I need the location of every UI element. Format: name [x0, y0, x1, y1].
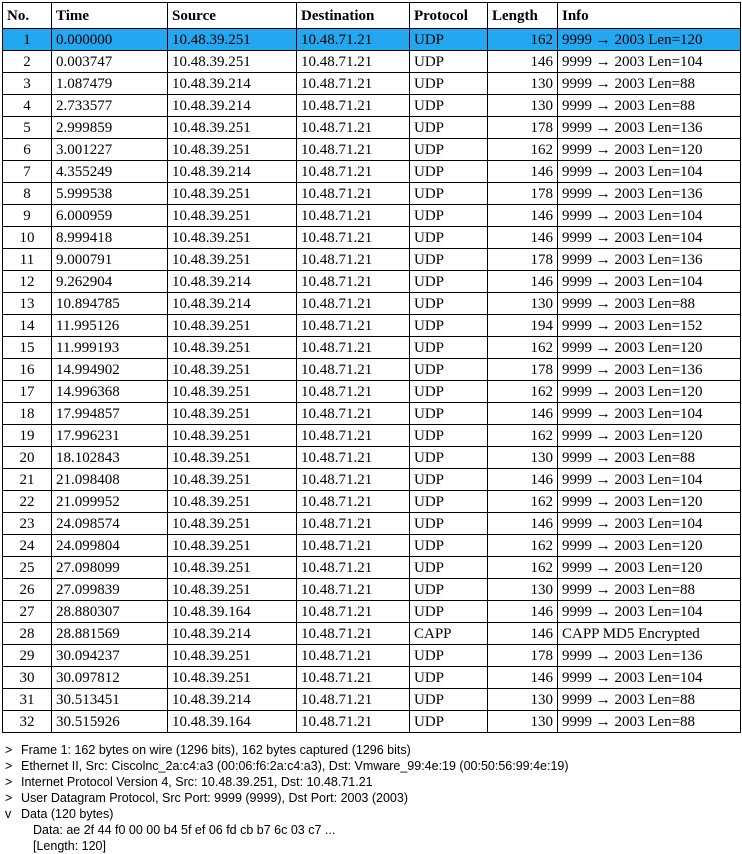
packet-row[interactable] — [3, 315, 741, 337]
detail-field-line[interactable] — [2, 838, 740, 854]
time-cell: 0.003747 — [52, 51, 168, 73]
source-cell: 10.48.39.251 — [168, 447, 297, 469]
source-cell: 10.48.39.214 — [168, 623, 297, 645]
packet-row[interactable] — [3, 447, 741, 469]
length-cell: 162 — [488, 29, 558, 51]
packet-number-cell: 31 — [3, 689, 52, 711]
collapsed-chevron-icon[interactable]: > — [5, 775, 13, 789]
protocol-cell: UDP — [410, 205, 488, 227]
packet-number-cell: 5 — [3, 117, 52, 139]
packet-number-cell: 23 — [3, 513, 52, 535]
packet-row[interactable] — [3, 425, 741, 447]
packet-row[interactable] — [3, 205, 741, 227]
time-cell: 6.000959 — [52, 205, 168, 227]
info-cell: 9999 → 2003 Len=104 — [558, 601, 741, 623]
time-cell: 17.994857 — [52, 403, 168, 425]
protocol-cell: UDP — [410, 73, 488, 95]
time-cell: 0.000000 — [52, 29, 168, 51]
packet-row[interactable] — [3, 535, 741, 557]
column-header-no[interactable]: No. — [3, 3, 52, 29]
packet-number-cell: 8 — [3, 183, 52, 205]
length-cell: 178 — [488, 359, 558, 381]
packet-number-cell: 15 — [3, 337, 52, 359]
source-cell: 10.48.39.251 — [168, 117, 297, 139]
packet-number-cell: 11 — [3, 249, 52, 271]
destination-cell: 10.48.71.21 — [297, 51, 410, 73]
length-cell: 130 — [488, 293, 558, 315]
source-cell: 10.48.39.251 — [168, 535, 297, 557]
destination-cell: 10.48.71.21 — [297, 359, 410, 381]
protocol-cell: UDP — [410, 469, 488, 491]
protocol-cell: UDP — [410, 557, 488, 579]
source-cell: 10.48.39.251 — [168, 491, 297, 513]
packet-number-cell: 21 — [3, 469, 52, 491]
packet-list-header — [3, 3, 741, 29]
info-cell: 9999 → 2003 Len=120 — [558, 491, 741, 513]
time-cell: 14.994902 — [52, 359, 168, 381]
detail-tree-item[interactable] — [2, 806, 740, 822]
source-cell: 10.48.39.214 — [168, 271, 297, 293]
length-cell: 130 — [488, 711, 558, 733]
detail-text: Data (120 bytes) — [21, 807, 114, 821]
packet-row[interactable] — [3, 601, 741, 623]
packet-row[interactable] — [3, 623, 741, 645]
time-cell: 2.733577 — [52, 95, 168, 117]
packet-row[interactable] — [3, 645, 741, 667]
source-cell: 10.48.39.251 — [168, 205, 297, 227]
column-header-length[interactable]: Length — [488, 3, 558, 29]
length-cell: 130 — [488, 579, 558, 601]
info-cell: 9999 → 2003 Len=88 — [558, 293, 741, 315]
destination-cell: 10.48.71.21 — [297, 337, 410, 359]
time-cell: 4.355249 — [52, 161, 168, 183]
packet-number-cell: 3 — [3, 73, 52, 95]
destination-cell: 10.48.71.21 — [297, 403, 410, 425]
info-cell: 9999 → 2003 Len=120 — [558, 535, 741, 557]
length-cell: 178 — [488, 645, 558, 667]
destination-cell: 10.48.71.21 — [297, 139, 410, 161]
info-cell: 9999 → 2003 Len=120 — [558, 425, 741, 447]
source-cell: 10.48.39.214 — [168, 95, 297, 117]
protocol-cell: UDP — [410, 161, 488, 183]
time-cell: 28.881569 — [52, 623, 168, 645]
packet-number-cell: 2 — [3, 51, 52, 73]
destination-cell: 10.48.71.21 — [297, 271, 410, 293]
protocol-cell: UDP — [410, 249, 488, 271]
protocol-cell: UDP — [410, 645, 488, 667]
length-cell: 178 — [488, 183, 558, 205]
detail-tree-item[interactable] — [2, 790, 740, 806]
info-cell: 9999 → 2003 Len=88 — [558, 711, 741, 733]
packet-number-cell: 14 — [3, 315, 52, 337]
source-cell: 10.48.39.251 — [168, 337, 297, 359]
length-cell: 178 — [488, 117, 558, 139]
collapsed-chevron-icon[interactable]: > — [5, 791, 13, 805]
packet-number-cell: 18 — [3, 403, 52, 425]
info-cell: 9999 → 2003 Len=136 — [558, 645, 741, 667]
destination-cell: 10.48.71.21 — [297, 469, 410, 491]
info-cell: 9999 → 2003 Len=136 — [558, 117, 741, 139]
info-cell: 9999 → 2003 Len=104 — [558, 667, 741, 689]
protocol-cell: UDP — [410, 381, 488, 403]
column-header-protocol[interactable]: Protocol — [410, 3, 488, 29]
length-cell: 146 — [488, 623, 558, 645]
packet-row[interactable] — [3, 711, 741, 733]
column-header-destination[interactable]: Destination — [297, 3, 410, 29]
info-cell: 9999 → 2003 Len=120 — [558, 139, 741, 161]
protocol-cell: UDP — [410, 425, 488, 447]
packet-details-pane — [2, 742, 740, 854]
protocol-cell: UDP — [410, 139, 488, 161]
source-cell: 10.48.39.214 — [168, 73, 297, 95]
time-cell: 1.087479 — [52, 73, 168, 95]
column-header-source[interactable]: Source — [168, 3, 297, 29]
protocol-cell: UDP — [410, 29, 488, 51]
source-cell: 10.48.39.164 — [168, 711, 297, 733]
protocol-cell: UDP — [410, 667, 488, 689]
destination-cell: 10.48.71.21 — [297, 381, 410, 403]
time-cell: 17.996231 — [52, 425, 168, 447]
info-cell: 9999 → 2003 Len=120 — [558, 337, 741, 359]
detail-tree-item[interactable] — [2, 742, 740, 758]
protocol-cell: UDP — [410, 447, 488, 469]
source-cell: 10.48.39.251 — [168, 403, 297, 425]
source-cell: 10.48.39.251 — [168, 139, 297, 161]
destination-cell: 10.48.71.21 — [297, 425, 410, 447]
packet-list-table — [2, 2, 741, 733]
info-cell: 9999 → 2003 Len=104 — [558, 469, 741, 491]
protocol-cell: UDP — [410, 513, 488, 535]
info-cell: 9999 → 2003 Len=88 — [558, 95, 741, 117]
packet-number-cell: 30 — [3, 667, 52, 689]
packet-number-cell: 32 — [3, 711, 52, 733]
length-cell: 162 — [488, 535, 558, 557]
length-cell: 162 — [488, 381, 558, 403]
collapsed-chevron-icon[interactable]: > — [5, 743, 13, 757]
length-cell: 130 — [488, 447, 558, 469]
packet-row[interactable] — [3, 293, 741, 315]
info-cell: 9999 → 2003 Len=136 — [558, 249, 741, 271]
time-cell: 14.996368 — [52, 381, 168, 403]
time-cell: 11.999193 — [52, 337, 168, 359]
length-cell: 162 — [488, 557, 558, 579]
destination-cell: 10.48.71.21 — [297, 447, 410, 469]
source-cell: 10.48.39.251 — [168, 667, 297, 689]
detail-tree-item[interactable] — [2, 774, 740, 790]
protocol-cell: UDP — [410, 95, 488, 117]
packet-row[interactable] — [3, 249, 741, 271]
time-cell: 30.094237 — [52, 645, 168, 667]
info-cell: 9999 → 2003 Len=88 — [558, 447, 741, 469]
protocol-cell: UDP — [410, 711, 488, 733]
protocol-cell: UDP — [410, 315, 488, 337]
source-cell: 10.48.39.164 — [168, 601, 297, 623]
time-cell: 9.000791 — [52, 249, 168, 271]
length-cell: 146 — [488, 403, 558, 425]
column-header-time[interactable]: Time — [52, 3, 168, 29]
packet-row[interactable] — [3, 227, 741, 249]
column-header-info[interactable]: Info — [558, 3, 741, 29]
length-cell: 146 — [488, 205, 558, 227]
length-cell: 130 — [488, 73, 558, 95]
protocol-cell: UDP — [410, 117, 488, 139]
time-cell: 5.999538 — [52, 183, 168, 205]
packet-row[interactable] — [3, 95, 741, 117]
time-cell: 11.995126 — [52, 315, 168, 337]
packet-row[interactable] — [3, 689, 741, 711]
length-cell: 130 — [488, 95, 558, 117]
length-cell: 178 — [488, 249, 558, 271]
info-cell: 9999 → 2003 Len=88 — [558, 579, 741, 601]
time-cell: 27.099839 — [52, 579, 168, 601]
detail-text: Data: ae 2f 44 f0 00 00 b4 5f ef 06 fd cb b7 6c 03 c7 ... — [33, 823, 336, 837]
source-cell: 10.48.39.214 — [168, 161, 297, 183]
detail-field-line[interactable] — [2, 822, 740, 838]
destination-cell: 10.48.71.21 — [297, 73, 410, 95]
packet-row[interactable] — [3, 161, 741, 183]
protocol-cell: UDP — [410, 337, 488, 359]
protocol-cell: UDP — [410, 689, 488, 711]
packet-row[interactable] — [3, 51, 741, 73]
length-cell: 146 — [488, 667, 558, 689]
packet-list-body — [3, 29, 741, 733]
protocol-cell: CAPP — [410, 623, 488, 645]
packet-number-cell: 7 — [3, 161, 52, 183]
time-cell: 27.098099 — [52, 557, 168, 579]
protocol-cell: UDP — [410, 359, 488, 381]
info-cell: 9999 → 2003 Len=88 — [558, 689, 741, 711]
info-cell: 9999 → 2003 Len=104 — [558, 227, 741, 249]
packet-row[interactable] — [3, 73, 741, 95]
packet-number-cell: 26 — [3, 579, 52, 601]
source-cell: 10.48.39.251 — [168, 381, 297, 403]
length-cell: 162 — [488, 425, 558, 447]
packet-row[interactable] — [3, 513, 741, 535]
time-cell: 28.880307 — [52, 601, 168, 623]
packet-number-cell: 12 — [3, 271, 52, 293]
protocol-cell: UDP — [410, 293, 488, 315]
protocol-cell: UDP — [410, 271, 488, 293]
length-cell: 146 — [488, 469, 558, 491]
protocol-cell: UDP — [410, 601, 488, 623]
packet-number-cell: 9 — [3, 205, 52, 227]
info-cell: 9999 → 2003 Len=104 — [558, 271, 741, 293]
source-cell: 10.48.39.251 — [168, 579, 297, 601]
length-cell: 146 — [488, 271, 558, 293]
packet-row[interactable] — [3, 491, 741, 513]
destination-cell: 10.48.71.21 — [297, 95, 410, 117]
destination-cell: 10.48.71.21 — [297, 117, 410, 139]
protocol-cell: UDP — [410, 491, 488, 513]
destination-cell: 10.48.71.21 — [297, 711, 410, 733]
packet-number-cell: 17 — [3, 381, 52, 403]
protocol-cell: UDP — [410, 403, 488, 425]
info-cell: CAPP MD5 Encrypted — [558, 623, 741, 645]
source-cell: 10.48.39.251 — [168, 469, 297, 491]
info-cell: 9999 → 2003 Len=152 — [558, 315, 741, 337]
packet-row[interactable] — [3, 579, 741, 601]
packet-number-cell: 24 — [3, 535, 52, 557]
source-cell: 10.48.39.251 — [168, 29, 297, 51]
info-cell: 9999 → 2003 Len=104 — [558, 161, 741, 183]
packet-number-cell: 28 — [3, 623, 52, 645]
time-cell: 21.098408 — [52, 469, 168, 491]
packet-number-cell: 16 — [3, 359, 52, 381]
length-cell: 130 — [488, 689, 558, 711]
packet-row[interactable] — [3, 117, 741, 139]
source-cell: 10.48.39.251 — [168, 513, 297, 535]
source-cell: 10.48.39.251 — [168, 359, 297, 381]
packet-row[interactable] — [3, 183, 741, 205]
expanded-chevron-icon[interactable]: v — [5, 807, 12, 821]
packet-row[interactable] — [3, 359, 741, 381]
detail-tree-item[interactable] — [2, 758, 740, 774]
collapsed-chevron-icon[interactable]: > — [5, 759, 13, 773]
time-cell: 9.262904 — [52, 271, 168, 293]
protocol-cell: UDP — [410, 227, 488, 249]
length-cell: 162 — [488, 139, 558, 161]
destination-cell: 10.48.71.21 — [297, 249, 410, 271]
packet-number-cell: 29 — [3, 645, 52, 667]
time-cell: 21.099952 — [52, 491, 168, 513]
destination-cell: 10.48.71.21 — [297, 645, 410, 667]
packet-row[interactable] — [3, 557, 741, 579]
packet-number-cell: 10 — [3, 227, 52, 249]
destination-cell: 10.48.71.21 — [297, 227, 410, 249]
packet-number-cell: 19 — [3, 425, 52, 447]
packet-number-cell: 13 — [3, 293, 52, 315]
destination-cell: 10.48.71.21 — [297, 161, 410, 183]
destination-cell: 10.48.71.21 — [297, 623, 410, 645]
destination-cell: 10.48.71.21 — [297, 183, 410, 205]
protocol-cell: UDP — [410, 535, 488, 557]
destination-cell: 10.48.71.21 — [297, 513, 410, 535]
destination-cell: 10.48.71.21 — [297, 667, 410, 689]
info-cell: 9999 → 2003 Len=104 — [558, 403, 741, 425]
source-cell: 10.48.39.251 — [168, 183, 297, 205]
source-cell: 10.48.39.251 — [168, 425, 297, 447]
packet-number-cell: 1 — [3, 29, 52, 51]
length-cell: 146 — [488, 601, 558, 623]
packet-row[interactable] — [3, 403, 741, 425]
time-cell: 18.102843 — [52, 447, 168, 469]
source-cell: 10.48.39.251 — [168, 645, 297, 667]
source-cell: 10.48.39.214 — [168, 293, 297, 315]
packet-number-cell: 22 — [3, 491, 52, 513]
packet-row[interactable] — [3, 381, 741, 403]
protocol-cell: UDP — [410, 579, 488, 601]
protocol-cell: UDP — [410, 183, 488, 205]
packet-row[interactable] — [3, 337, 741, 359]
packet-number-cell: 20 — [3, 447, 52, 469]
time-cell: 30.097812 — [52, 667, 168, 689]
info-cell: 9999 → 2003 Len=120 — [558, 557, 741, 579]
length-cell: 146 — [488, 161, 558, 183]
destination-cell: 10.48.71.21 — [297, 491, 410, 513]
length-cell: 162 — [488, 491, 558, 513]
detail-text: User Datagram Protocol, Src Port: 9999 (9999), Dst Port: 2003 (2003) — [21, 791, 408, 805]
packet-number-cell: 4 — [3, 95, 52, 117]
destination-cell: 10.48.71.21 — [297, 557, 410, 579]
info-cell: 9999 → 2003 Len=136 — [558, 183, 741, 205]
time-cell: 2.999859 — [52, 117, 168, 139]
source-cell: 10.48.39.251 — [168, 315, 297, 337]
source-cell: 10.48.39.251 — [168, 227, 297, 249]
info-cell: 9999 → 2003 Len=104 — [558, 205, 741, 227]
length-cell: 146 — [488, 513, 558, 535]
packet-row-selected[interactable] — [3, 29, 741, 51]
packet-row[interactable] — [3, 271, 741, 293]
info-cell: 9999 → 2003 Len=120 — [558, 381, 741, 403]
detail-text: Frame 1: 162 bytes on wire (1296 bits), 162 bytes captured (1296 bits) — [21, 743, 411, 757]
info-cell: 9999 → 2003 Len=136 — [558, 359, 741, 381]
length-cell: 146 — [488, 227, 558, 249]
destination-cell: 10.48.71.21 — [297, 315, 410, 337]
packet-row[interactable] — [3, 667, 741, 689]
destination-cell: 10.48.71.21 — [297, 205, 410, 227]
source-cell: 10.48.39.214 — [168, 689, 297, 711]
time-cell: 10.894785 — [52, 293, 168, 315]
time-cell: 8.999418 — [52, 227, 168, 249]
time-cell: 30.513451 — [52, 689, 168, 711]
destination-cell: 10.48.71.21 — [297, 29, 410, 51]
detail-text: Internet Protocol Version 4, Src: 10.48.39.251, Dst: 10.48.71.21 — [21, 775, 373, 789]
destination-cell: 10.48.71.21 — [297, 689, 410, 711]
source-cell: 10.48.39.251 — [168, 557, 297, 579]
time-cell: 24.099804 — [52, 535, 168, 557]
source-cell: 10.48.39.251 — [168, 51, 297, 73]
destination-cell: 10.48.71.21 — [297, 293, 410, 315]
packet-row[interactable] — [3, 139, 741, 161]
length-cell: 194 — [488, 315, 558, 337]
packet-number-cell: 25 — [3, 557, 52, 579]
info-cell: 9999 → 2003 Len=104 — [558, 51, 741, 73]
info-cell: 9999 → 2003 Len=88 — [558, 73, 741, 95]
time-cell: 24.098574 — [52, 513, 168, 535]
packet-number-cell: 6 — [3, 139, 52, 161]
destination-cell: 10.48.71.21 — [297, 579, 410, 601]
source-cell: 10.48.39.251 — [168, 249, 297, 271]
length-cell: 162 — [488, 337, 558, 359]
time-cell: 3.001227 — [52, 139, 168, 161]
packet-number-cell: 27 — [3, 601, 52, 623]
destination-cell: 10.48.71.21 — [297, 535, 410, 557]
packet-capture-view — [2, 2, 740, 854]
protocol-cell: UDP — [410, 51, 488, 73]
packet-row[interactable] — [3, 469, 741, 491]
detail-text: Ethernet II, Src: Ciscolnc_2a:c4:a3 (00:06:f6:2a:c4:a3), Dst: Vmware_99:4e:19 (00:50:56:99:4e:19) — [21, 759, 569, 773]
detail-text: [Length: 120] — [33, 839, 106, 853]
destination-cell: 10.48.71.21 — [297, 601, 410, 623]
info-cell: 9999 → 2003 Len=104 — [558, 513, 741, 535]
info-cell: 9999 → 2003 Len=120 — [558, 29, 741, 51]
time-cell: 30.515926 — [52, 711, 168, 733]
length-cell: 146 — [488, 51, 558, 73]
